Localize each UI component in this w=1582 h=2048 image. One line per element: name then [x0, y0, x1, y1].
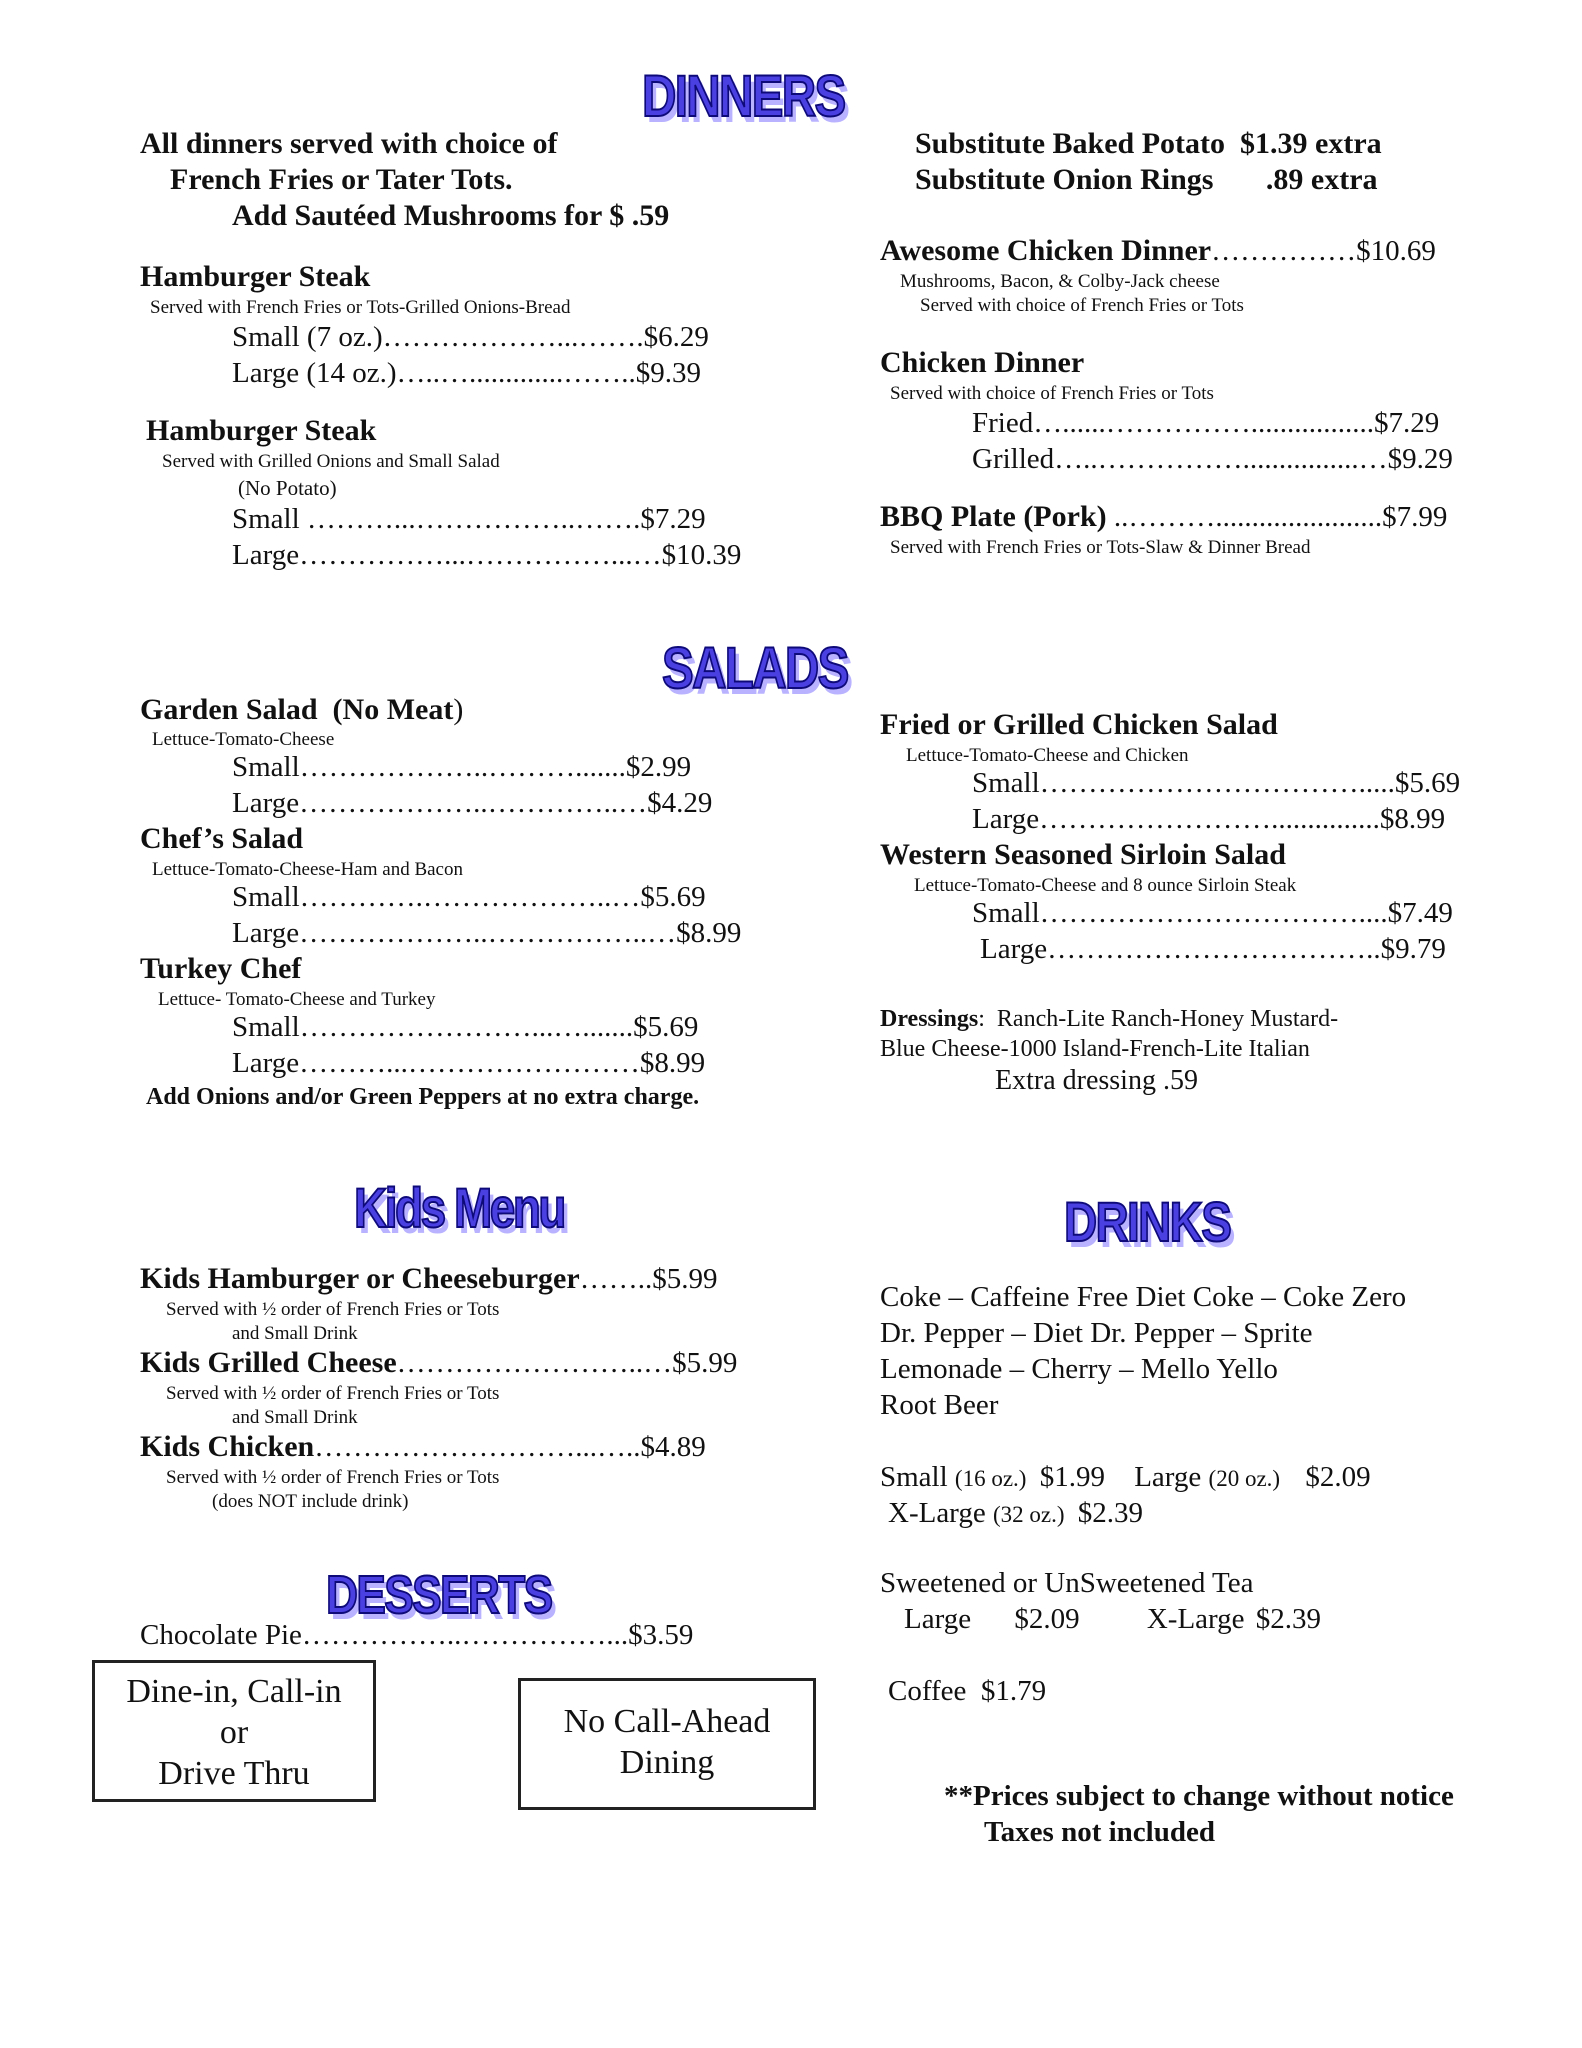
chefs-salad-small: Small………….………………..…$5.69: [232, 881, 706, 913]
chocolate-pie: Chocolate Pie……………..……………...$3.59: [140, 1619, 694, 1651]
hamburger-steak-desc: Served with French Fries or Tots-Grilled Onions-Bread: [150, 297, 571, 318]
sirloin-salad-desc: Lettuce-Tomato-Cheese and 8 ounce Sirloin Steak: [914, 875, 1297, 896]
no-call-ahead-box: [518, 1678, 816, 1810]
sirloin-salad-small: Small……………………………....$7.49: [972, 897, 1453, 929]
kids-chicken-price: ………………………...…..$4.89: [314, 1431, 706, 1463]
turkey-chef-title: Turkey Chef: [140, 952, 302, 985]
kids-burger-desc-1: Served with ½ order of French Fries or Tots: [166, 1299, 500, 1320]
garden-salad-title: [140, 692, 463, 728]
dinners-banner: DINNERS: [642, 64, 845, 129]
drink-small-label: Small: [880, 1461, 948, 1493]
chicken-dinner-fried: Fried…......…………….................$7.29: [972, 407, 1440, 439]
salad-addon-note: Add Onions and/or Green Peppers at no extra charge.: [146, 1084, 700, 1110]
drinks-banner: DRINKS: [1064, 1190, 1231, 1253]
drinks-list-2: Dr. Pepper – Diet Dr. Pepper – Sprite: [880, 1317, 1313, 1349]
garden-salad-name: Garden Salad (No Meat: [140, 693, 454, 726]
kids-burger-price: ……..$5.99: [579, 1263, 718, 1295]
hamburger-steak-salad-title: Hamburger Steak: [146, 414, 377, 447]
drinks-list-3: Lemonade – Cherry – Mello Yello: [880, 1353, 1278, 1385]
drink-xl-oz: (32 oz.): [992, 1502, 1065, 1527]
hamburger-steak-small: Small (7 oz.)………………...…….$6.29: [232, 321, 709, 353]
chefs-salad-large: Large………………..……………..…$8.99: [232, 917, 742, 949]
substitute-baked-potato: Substitute Baked Potato $1.39 extra: [915, 127, 1382, 160]
dinners-intro-3: Add Sautéed Mushrooms for $ .59: [232, 199, 670, 232]
extra-dressing: Extra dressing .59: [995, 1065, 1198, 1096]
chicken-dinner-title: Chicken Dinner: [880, 346, 1085, 379]
drink-xl-price: $2.39: [1077, 1497, 1143, 1529]
dine-in-line-3: Drive Thru: [158, 1755, 310, 1792]
dressings-list: : Ranch-Lite Ranch-Honey Mustard-: [978, 1006, 1339, 1032]
hamburger-steak-salad-small: Small ………...……………..…….$7.29: [232, 503, 706, 535]
kids-burger-title: Kids Hamburger or Cheeseburger: [140, 1262, 580, 1295]
dinners-intro-1: All dinners served with choice of: [140, 127, 558, 160]
tea-xl-price: $2.39: [1255, 1603, 1322, 1635]
tea-xl-label: X-Large: [1146, 1603, 1245, 1635]
coffee: Coffee $1.79: [888, 1675, 1047, 1707]
kids-chicken-title: Kids Chicken: [140, 1430, 315, 1463]
dine-in-line-2: or: [219, 1714, 249, 1751]
tea-prices: [904, 1602, 1321, 1636]
hamburger-steak-salad-large: Large……………...……………...…$10.39: [232, 539, 742, 571]
dressings-line-2: Blue Cheese-1000 Island-French-Lite Italian: [880, 1036, 1310, 1062]
sirloin-salad-title: Western Seasoned Sirloin Salad: [880, 838, 1286, 871]
chefs-salad-desc: Lettuce-Tomato-Cheese-Ham and Bacon: [152, 859, 463, 880]
kids-grilled-cheese-desc-1: Served with ½ order of French Fries or Tots: [166, 1383, 500, 1404]
garden-salad-paren: ): [453, 693, 464, 726]
garden-salad-small: Small………………..……….......$2.99: [232, 751, 692, 783]
drink-large-oz: (20 oz.): [1208, 1466, 1281, 1491]
drink-small-price: $1.99: [1039, 1461, 1105, 1493]
drink-sizes-line-1: [880, 1460, 1371, 1496]
chicken-salad-desc: Lettuce-Tomato-Cheese and Chicken: [906, 745, 1189, 766]
drink-small-oz: (16 oz.): [954, 1466, 1027, 1491]
tea-large-label: Large: [904, 1603, 972, 1635]
kids-menu-banner: Kids Menu: [354, 1176, 565, 1239]
awesome-chicken-dinner-price: ……………$10.69: [1211, 235, 1436, 267]
bbq-plate: [880, 500, 1447, 535]
salads-banner: SALADS: [662, 636, 848, 701]
awesome-chicken-dinner-desc-2: Served with choice of French Fries or Tots: [920, 295, 1244, 316]
kids-grilled-cheese-price: ……………………..…$5.99: [396, 1347, 738, 1379]
turkey-chef-desc: Lettuce- Tomato-Cheese and Turkey: [158, 989, 436, 1010]
hamburger-steak-salad-no-potato: (No Potato): [238, 476, 337, 500]
kids-grilled-cheese: [140, 1346, 737, 1381]
no-call-ahead-line-2: Dining: [619, 1744, 715, 1781]
drink-large-price: $2.09: [1305, 1461, 1371, 1493]
chefs-salad-title: Chef’s Salad: [140, 822, 304, 855]
garden-salad-large: Large………………..…………..…$4.29: [232, 787, 713, 819]
kids-burger-desc-2: and Small Drink: [232, 1323, 358, 1344]
kids-chicken-desc-1: Served with ½ order of French Fries or Tots: [166, 1467, 500, 1488]
chicken-salad-title: Fried or Grilled Chicken Salad: [880, 708, 1278, 741]
awesome-chicken-dinner-desc-1: Mushrooms, Bacon, & Colby-Jack cheese: [900, 271, 1220, 292]
turkey-chef-large: Large………...……………………$8.99: [232, 1047, 706, 1079]
chicken-dinner-grilled: Grilled…..……………................…$9.29: [972, 443, 1453, 475]
dinners-intro-2: French Fries or Tater Tots.: [170, 163, 513, 196]
turkey-chef-small: Small……………………...….......$5.69: [232, 1011, 699, 1043]
drinks-list-1: Coke – Caffeine Free Diet Coke – Coke Zero: [880, 1281, 1407, 1313]
dressings-label: Dressings: [880, 1006, 979, 1032]
prices-notice: **Prices subject to change without notice: [944, 1780, 1454, 1812]
substitute-onion-rings: Substitute Onion Rings .89 extra: [915, 163, 1378, 196]
chicken-salad-large: Large……………………...............$8.99: [972, 803, 1446, 835]
chicken-dinner-desc: Served with choice of French Fries or Tots: [890, 383, 1214, 404]
bbq-plate-title: BBQ Plate (Pork): [880, 500, 1107, 533]
drinks-list-4: Root Beer: [880, 1389, 999, 1421]
drink-sizes-line-2: [888, 1496, 1143, 1532]
tea-large-price: $2.09: [1014, 1603, 1080, 1635]
tea-title: Sweetened or UnSweetened Tea: [880, 1567, 1254, 1599]
chicken-salad-small: Small…………………………….....$5.69: [972, 767, 1461, 799]
drink-xl-label: X-Large: [888, 1497, 986, 1529]
drink-large-label: Large: [1134, 1461, 1202, 1493]
awesome-chicken-dinner: [880, 234, 1436, 269]
sirloin-salad-large: Large……………………………..$9.79: [980, 933, 1446, 965]
desserts-banner: DESSERTS: [326, 1565, 552, 1625]
awesome-chicken-dinner-title: Awesome Chicken Dinner: [880, 234, 1212, 267]
no-call-ahead-line-1: No Call-Ahead: [563, 1703, 771, 1740]
kids-grilled-cheese-desc-2: and Small Drink: [232, 1407, 358, 1428]
hamburger-steak-salad-desc: Served with Grilled Onions and Small Salad: [162, 451, 500, 472]
hamburger-steak-title: Hamburger Steak: [140, 260, 371, 293]
bbq-plate-price: ..……….......................$7.99: [1106, 501, 1448, 533]
bbq-plate-desc: Served with French Fries or Tots-Slaw & Dinner Bread: [890, 537, 1311, 558]
kids-chicken: [140, 1430, 706, 1465]
dine-in-box: [92, 1660, 376, 1802]
dressings-line-1: [880, 1004, 1338, 1034]
kids-burger: [140, 1262, 717, 1297]
kids-chicken-desc-2: (does NOT include drink): [212, 1491, 409, 1512]
garden-salad-desc: Lettuce-Tomato-Cheese: [152, 729, 335, 750]
dine-in-line-1: Dine-in, Call-in: [126, 1673, 342, 1710]
kids-grilled-cheese-title: Kids Grilled Cheese: [140, 1346, 397, 1379]
taxes-notice: Taxes not included: [984, 1816, 1215, 1848]
hamburger-steak-large: Large (14 oz.)…..….............……..$9.39: [232, 357, 702, 389]
